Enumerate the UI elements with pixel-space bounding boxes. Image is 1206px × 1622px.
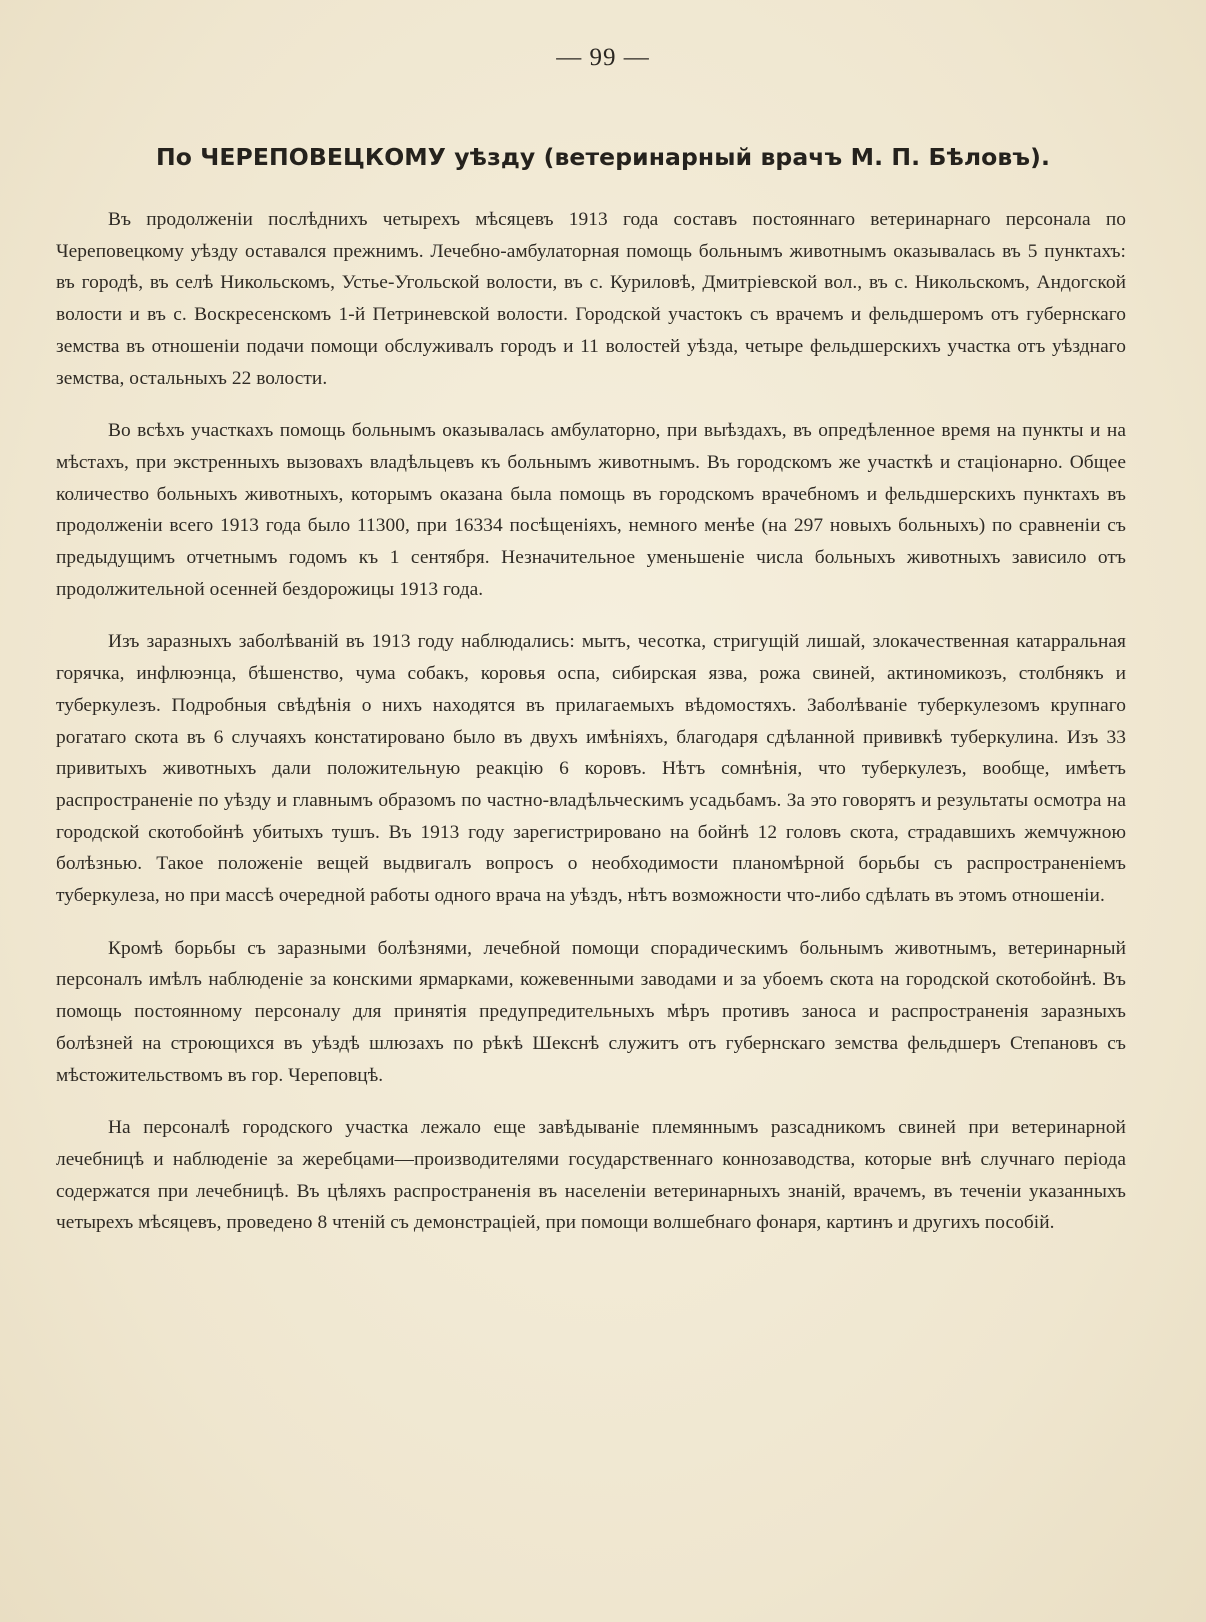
body-text	[56, 204, 1126, 1260]
page-number: — 99 —	[556, 44, 650, 71]
paragraph-education: На персоналѣ городского участка лежало еще завѣдываніе племяннымъ разсадникомъ свиней при ветеринарной лечебницѣ и наблюденіе за жеребцами—производителями государственнаго коннозаводства, которые внѣ случнаго періода содержатся при лечебницѣ. Въ цѣляхъ распространенія въ населеніи ветеринарныхъ знаній, врачемъ, въ теченіи указанныхъ четырехъ мѣсяцевъ, проведено 8 чтеній съ демонстраціей, при помощи волшебнаго фонаря, картинъ и другихъ пособій.	[56, 1117, 1126, 1234]
paragraph-supervision: Кромѣ борьбы съ заразными болѣзнями, лечебной помощи спорадическимъ больнымъ животнымъ, ветеринарный персоналъ имѣлъ наблюденіе за конскими ярмарками, кожевенными заводами и за убоемъ скота на городской скотобойнѣ. Въ помощь постоянному персоналу для принятія предупредительныхъ мѣръ противъ заноса и распространенія заразныхъ болѣзней на строющихся въ уѣздѣ шлюзахъ по рѣкѣ Шекснѣ служитъ отъ губернскаго земства фельдшеръ Степановъ съ мѣстожительствомъ въ гор. Череповцѣ.	[56, 937, 1126, 1086]
section-heading: По ЧЕРЕПОВЕЦКОМУ уѣзду (ветеринарный врачъ М. П. Бѣловъ).	[155, 143, 1051, 171]
paragraph-contagious-diseases: Изъ заразныхъ заболѣваній въ 1913 году наблюдались: мытъ, чесотка, стригущій лишай, злокачественная катарральная горячка, инфлюэнца, бѣшенство, чума собакъ, коровья оспа, сибирская язва, рожа свиней, актиномикозъ, столбнякъ и туберкулезъ. Подробныя свѣдѣнія о нихъ находятся въ прилагаемыхъ вѣдомостяхъ. Заболѣваніе туберкулезомъ крупнаго рогатаго скота въ 6 случаяхъ констатировано было въ двухъ имѣніяхъ, благодаря сдѣланной прививкѣ туберкулина. Изъ 33 привитыхъ животныхъ дали положительную реакцію 6 коровъ. Нѣтъ сомнѣнія, что туберкулезъ, вообще, имѣетъ распространеніе по уѣзду и главнымъ образомъ по частно-владѣльческимъ усадьбамъ. За это говорятъ и результаты осмотра на городской скотобойнѣ убитыхъ тушъ. Въ 1913 году зарегистрировано на бойнѣ 12 головъ скота, страдавшихъ жемчужною болѣзнью. Такое положеніе вещей выдвигалъ вопросъ о необходимости планомѣрной борьбы съ распространеніемъ туберкулеза, но при массѣ очередной работы одного врача на уѣздъ, нѣтъ возможности что-либо сдѣлать въ этомъ отношеніи.	[56, 631, 1126, 907]
paragraph-treatment: Во всѣхъ участкахъ помощь больнымъ оказывалась амбулаторно, при выѣздахъ, въ опредѣленное время на пункты и на мѣстахъ, при экстренныхъ вызовахъ владѣльцевъ къ больнымъ животнымъ. Въ городскомъ же участкѣ и стаціонарно. Общее количество больныхъ животныхъ, которымъ оказана была помощь въ городскомъ врачебномъ и фельдшерскихъ пунктахъ въ продолженіи всего 1913 года было 11300, при 16334 посѣщеніяхъ, немного менѣе (на 297 новыхъ больныхъ) по сравненіи съ предыдущимъ отчетнымъ годомъ къ 1 сентября. Незначительное уменьшеніе числа больныхъ животныхъ зависило отъ продолжительной осенней бездорожицы 1913 года.	[56, 420, 1126, 600]
paragraph-staff: Въ продолженіи послѣднихъ четырехъ мѣсяцевъ 1913 года составъ постояннаго ветеринарнаго персонала по Череповецкому уѣзду оставался прежнимъ. Лечебно-амбулаторная помощь больнымъ животнымъ оказывалась въ 5 пунктахъ: въ городѣ, въ селѣ Никольскомъ, Устье-Угольской волости, въ с. Куриловѣ, Дмитріевской вол., въ с. Никольскомъ, Андогской волости и въ с. Воскресенскомъ 1-й Петриневской волости. Городской участокъ съ врачемъ и фельдшеромъ отъ губернскаго земства въ отношеніи подачи помощи обслуживалъ городъ и 11 волостей уѣзда, четыре фельдшерскихъ участка отъ уѣзднаго земства, остальныхъ 22 волости.	[56, 209, 1126, 389]
